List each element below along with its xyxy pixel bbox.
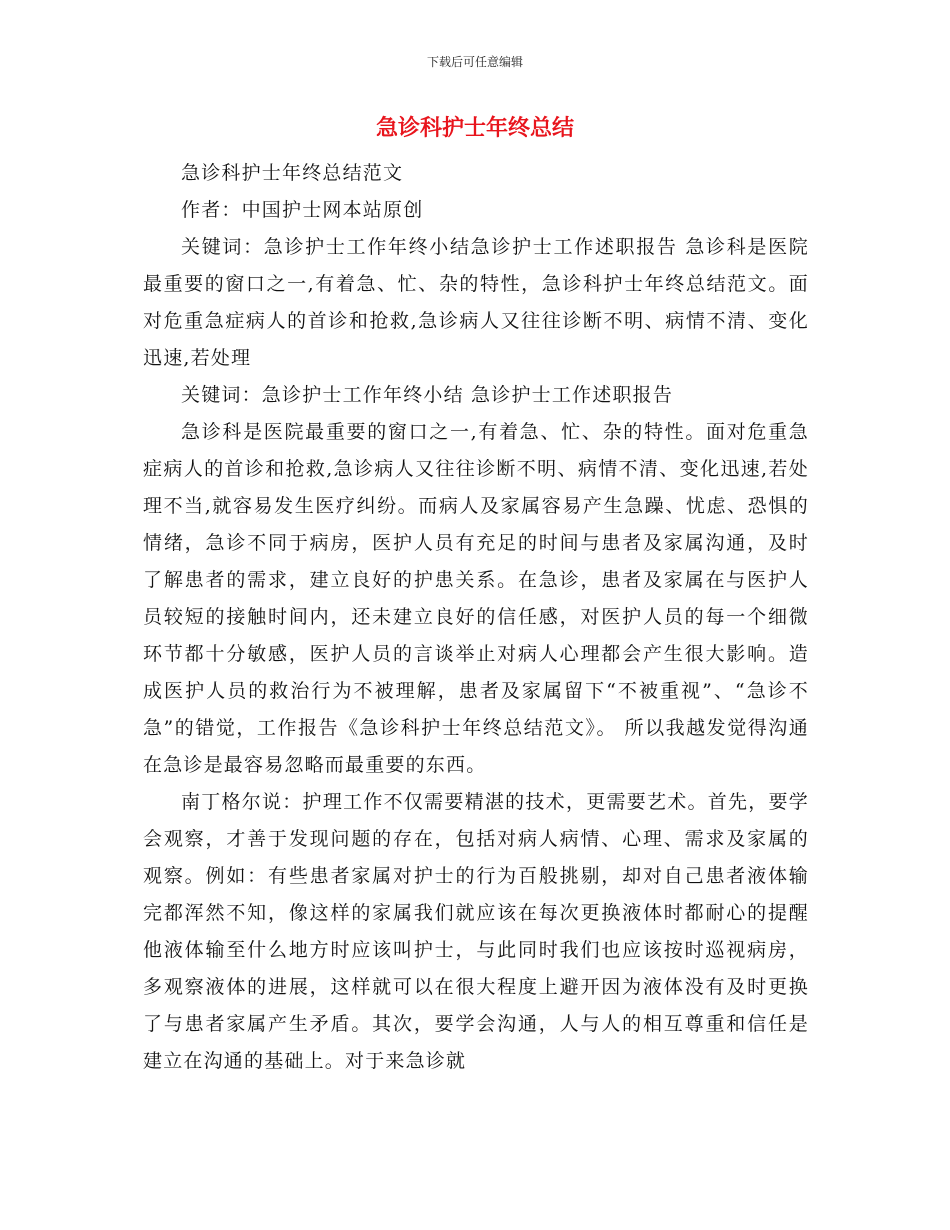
paragraph-author: 作者：中国护士网本站原创 xyxy=(181,199,424,221)
paragraph-subtitle: 急诊科护士年终总结范文 xyxy=(181,162,404,184)
document-body xyxy=(143,155,809,1080)
header-note: 下载后可任意编辑 xyxy=(426,55,523,69)
paragraph-body-1: 急诊科是医院最重要的窗口之一,有着急、忙、杂的特性。面对危重急症病人的首诊和抢救,急诊病人又往往诊断不明、病情不清、变化迅速,若处理不当,就容易发生医疗纠纷。而病人及家属容易产生急躁、忧虑、恐惧的情绪，急诊不同于病房，医护人员有充足的时间与患者及家属沟通，及时了解患者的需求，建立良好的护患关系。在急诊，患者及家属在与医护人员较短的接触时间内，还未建立良好的信任感，对医护人员的每一个细微环节都十分敏感，医护人员的言谈举止对病人心理都会产生很大影响。造成医护人员的救治行为不被理解，患者及家属留下“不被重视”、“急诊不急”的错觉，工作报告《急诊科护士年终总结范文》。 所以我越发觉得沟通在急诊是最容易忽略而最重要的东西。 xyxy=(143,421,809,776)
paragraph-body-2: 南丁格尔说：护理工作不仅需要精湛的技术，更需要艺术。首先，要学会观察，才善于发现问题的存在，包括对病人病情、心理、需求及家属的观察。例如：有些患者家属对护士的行为百般挑剔，却对自己患者液体输完都浑然不知，像这样的家属我们就应该在每次更换液体时都耐心的提醒他液体输至什么地方时应该叫护士，与此同时我们也应该按时巡视病房，多观察液体的进展，这样就可以在很大程度上避开因为液体没有及时更换了与患者家属产生矛盾。其次，要学会沟通，人与人的相互尊重和信任是建立在沟通的基础上。对于来急诊就 xyxy=(143,791,809,1072)
paragraph-keywords: 关键词：急诊护士工作年终小结 急诊护士工作述职报告 xyxy=(181,384,674,406)
document-title: 急诊科护士年终总结 xyxy=(375,116,574,141)
paragraph-keywords-abstract: 关键词：急诊护士工作年终小结急诊护士工作述职报告 急诊科是医院最重要的窗口之一,有着急、忙、杂的特性，急诊科护士年终总结范文。面对危重急症病人的首诊和抢救,急诊病人又往往诊断不明、病情不清、变化迅速,若处理 xyxy=(143,236,809,369)
